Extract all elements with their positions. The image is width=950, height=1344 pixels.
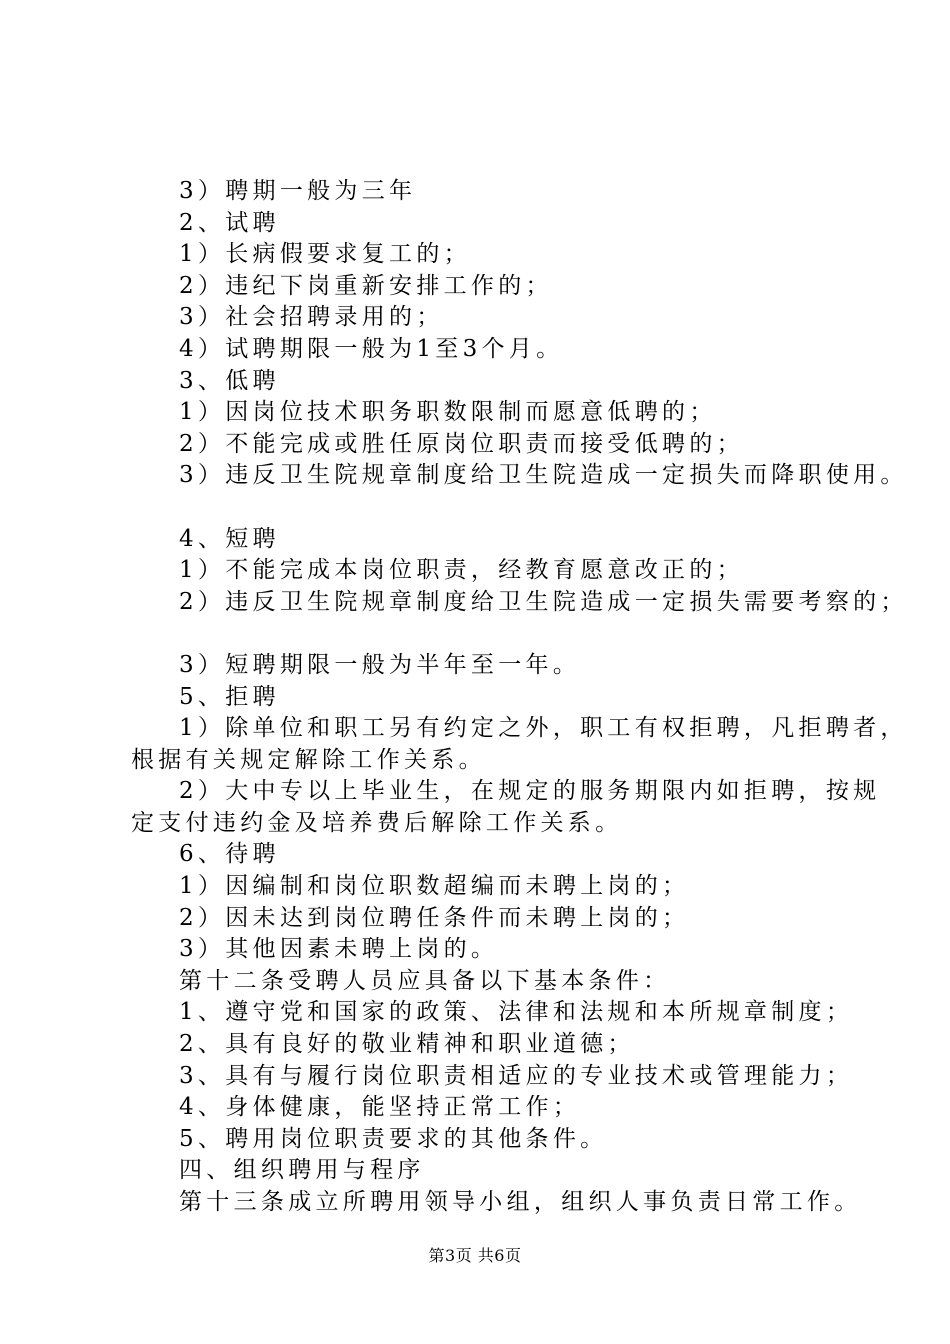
body-line: 3、具有与履行岗位职责相适应的专业技术或管理能力； <box>179 1062 854 1089</box>
body-line: 1）除单位和职工另有约定之外，职工有权拒聘，凡拒聘者， <box>179 715 908 742</box>
body-line-continuation: 根据有关规定解除工作关系。 <box>131 746 486 773</box>
body-line: 2）大中专以上毕业生，在规定的服务期限内如拒聘，按规 <box>179 778 881 805</box>
body-line: 3）其他因素未聘上岗的。 <box>179 936 499 963</box>
body-line: 4、身体健康，能坚持正常工作； <box>179 1094 581 1121</box>
body-line: 2）因未达到岗位聘任条件而未聘上岗的； <box>179 904 690 931</box>
body-line: 1）不能完成本岗位职责，经教育愿意改正的； <box>179 557 744 584</box>
body-line: 1）因编制和岗位职数超编而未聘上岗的； <box>179 873 690 900</box>
article-heading: 第十三条成立所聘用领导小组，组织人事负责日常工作。 <box>179 1189 862 1215</box>
blank-line <box>131 492 855 524</box>
body-line: 2）违反卫生院规章制度给卫生院造成一定损失需要考察的； <box>179 588 908 615</box>
body-line: 1）长病假要求复工的； <box>179 241 471 268</box>
section-heading: 6、待聘 <box>179 841 280 868</box>
body-line: 5、聘用岗位职责要求的其他条件。 <box>179 1125 608 1152</box>
body-line: 2）不能完成或胜任原岗位职责而接受低聘的； <box>179 430 744 457</box>
section-heading: 5、拒聘 <box>179 683 280 710</box>
body-line: 3）社会招聘录用的； <box>179 304 444 331</box>
article-heading: 第十二条受聘人员应具备以下基本条件： <box>179 967 671 994</box>
blank-line <box>131 618 855 650</box>
section-heading: 2、试聘 <box>179 209 280 236</box>
section-heading: 4、短聘 <box>179 525 280 552</box>
body-line-continuation: 定支付违约金及培养费后解除工作关系。 <box>131 809 623 836</box>
body-line: 1、遵守党和国家的政策、法律和法规和本所规章制度； <box>179 999 854 1026</box>
document-body <box>131 176 908 1219</box>
body-line: 2、具有良好的敬业精神和职业道德； <box>179 1031 635 1058</box>
body-line: 3）短聘期限一般为半年至一年。 <box>179 651 581 678</box>
body-line: 3）聘期一般为三年 <box>179 178 417 204</box>
body-line: 4）试聘期限一般为1至3个月。 <box>179 335 564 362</box>
body-line: 3）违反卫生院规章制度给卫生院造成一定损失而降职使用。 <box>179 462 908 489</box>
chapter-heading: 四、组织聘用与程序 <box>179 1157 425 1184</box>
page-number-footer: 第3页 共6页 <box>428 1246 522 1265</box>
body-line: 2）违纪下岗重新安排工作的； <box>179 272 553 299</box>
section-heading: 3、低聘 <box>179 367 280 394</box>
body-line: 1）因岗位技术职务职数限制而愿意低聘的； <box>179 399 717 426</box>
